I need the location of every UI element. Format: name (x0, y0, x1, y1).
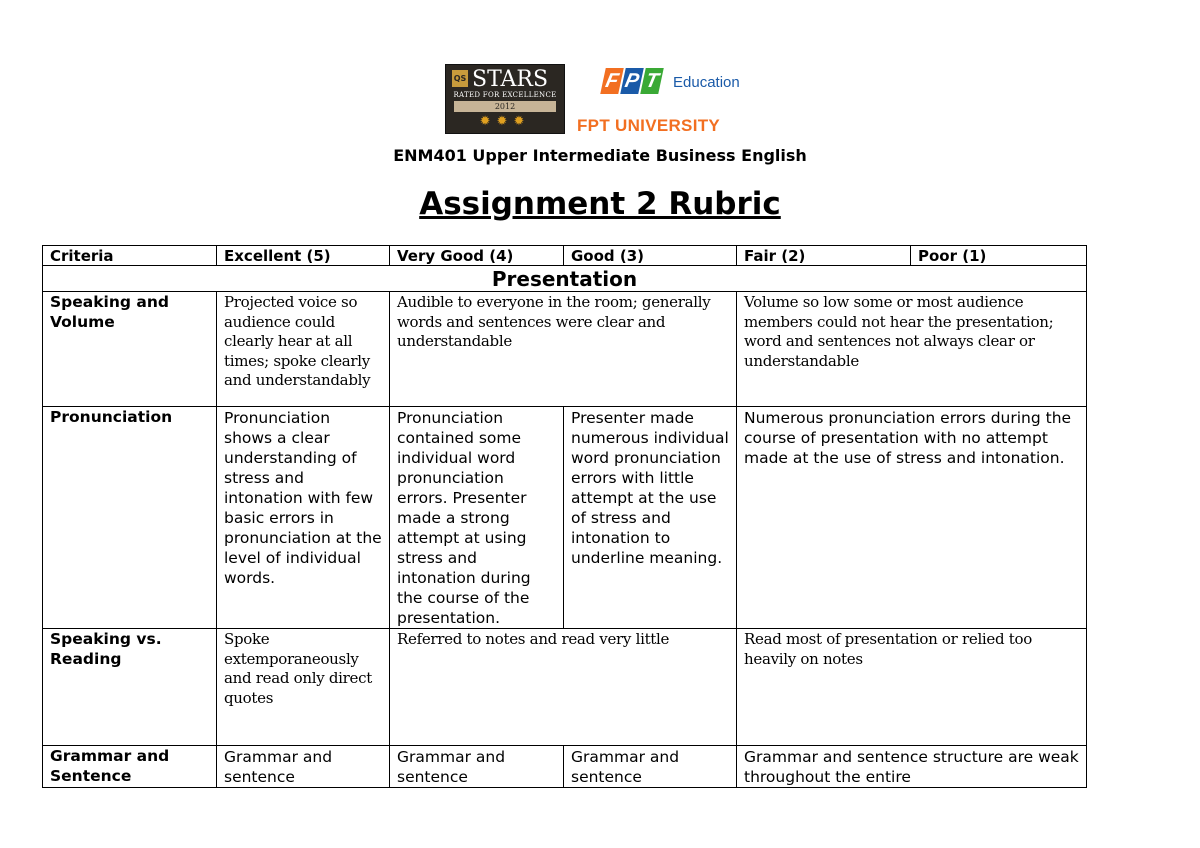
excellent-cell: Spoke extemporaneously and read only direct quotes (217, 629, 390, 746)
fpt-letter-mark (603, 68, 663, 94)
section-row (43, 266, 1087, 292)
table-row (43, 407, 1087, 629)
criteria-cell: Grammar and Sentence (43, 746, 217, 788)
qs-badge: QS (452, 70, 468, 87)
header-good: Good (3) (564, 246, 737, 266)
table-row (43, 629, 1087, 746)
criteria-cell: Speaking vs. Reading (43, 629, 217, 746)
table-row (43, 292, 1087, 407)
qs-star-icons: ✹✹✹ (454, 113, 556, 131)
page-title: Assignment 2 Rubric (419, 186, 781, 222)
rubric-table (42, 245, 1087, 788)
criteria-cell: Pronunciation (43, 407, 217, 629)
very-good-cell: Grammar and sentence (390, 746, 564, 788)
table-header-row (43, 246, 1087, 266)
table-row (43, 746, 1087, 788)
excellent-cell: Projected voice so audience could clearly hear at all times; spoke clearly and understandably (217, 292, 390, 407)
excellent-cell: Grammar and sentence (217, 746, 390, 788)
criteria-cell: Speaking and Volume (43, 292, 217, 407)
fair-poor-cell: Volume so low some or most audience members could not hear the presentation; word and sentences not always clear or understandable (737, 292, 1087, 407)
very-good-good-cell: Audible to everyone in the room; generally words and sentences were clear and understandable (390, 292, 737, 407)
section-title: Presentation (43, 266, 1087, 292)
header-logos (445, 64, 765, 134)
fair-poor-cell: Grammar and sentence structure are weak throughout the entire (737, 746, 1087, 788)
very-good-good-cell: Referred to notes and read very little (390, 629, 737, 746)
excellent-cell: Pronunciation shows a clear understanding of stress and intonation with few basic errors in pronunciation at the level of individual words. (217, 407, 390, 629)
fpt-education-text: Education (673, 74, 740, 91)
qs-year: 2012 (454, 101, 556, 112)
header-excellent: Excellent (5) (217, 246, 390, 266)
header-fair: Fair (2) (737, 246, 911, 266)
header-criteria: Criteria (43, 246, 217, 266)
fpt-letter-p: P (620, 68, 644, 94)
fpt-university-text: FPT UNIVERSITY (577, 116, 721, 135)
fpt-letter-t: T (640, 68, 664, 94)
qs-stars-logo (445, 64, 565, 134)
header-very-good: Very Good (4) (390, 246, 564, 266)
good-cell: Grammar and sentence (564, 746, 737, 788)
qs-rated-text: RATED FOR EXCELLENCE (453, 91, 557, 99)
fair-poor-cell: Numerous pronunciation errors during the course of presentation with no attempt made at the use of stress and intonation. (737, 407, 1087, 629)
good-cell: Presenter made numerous individual word pronunciation errors with little attempt at the use of stress and intonation to underline meaning. (564, 407, 737, 629)
qs-stars-text: STARS (472, 67, 549, 92)
very-good-cell: Pronunciation contained some individual word pronunciation errors. Presenter made a strong attempt at using stress and intonation during the course of the presentation. (390, 407, 564, 629)
course-title: ENM401 Upper Intermediate Business English (393, 146, 807, 165)
fpt-education-logo (577, 68, 767, 134)
fpt-letter-f: F (600, 68, 624, 94)
fair-poor-cell: Read most of presentation or relied too heavily on notes (737, 629, 1087, 746)
header-poor: Poor (1) (911, 246, 1087, 266)
